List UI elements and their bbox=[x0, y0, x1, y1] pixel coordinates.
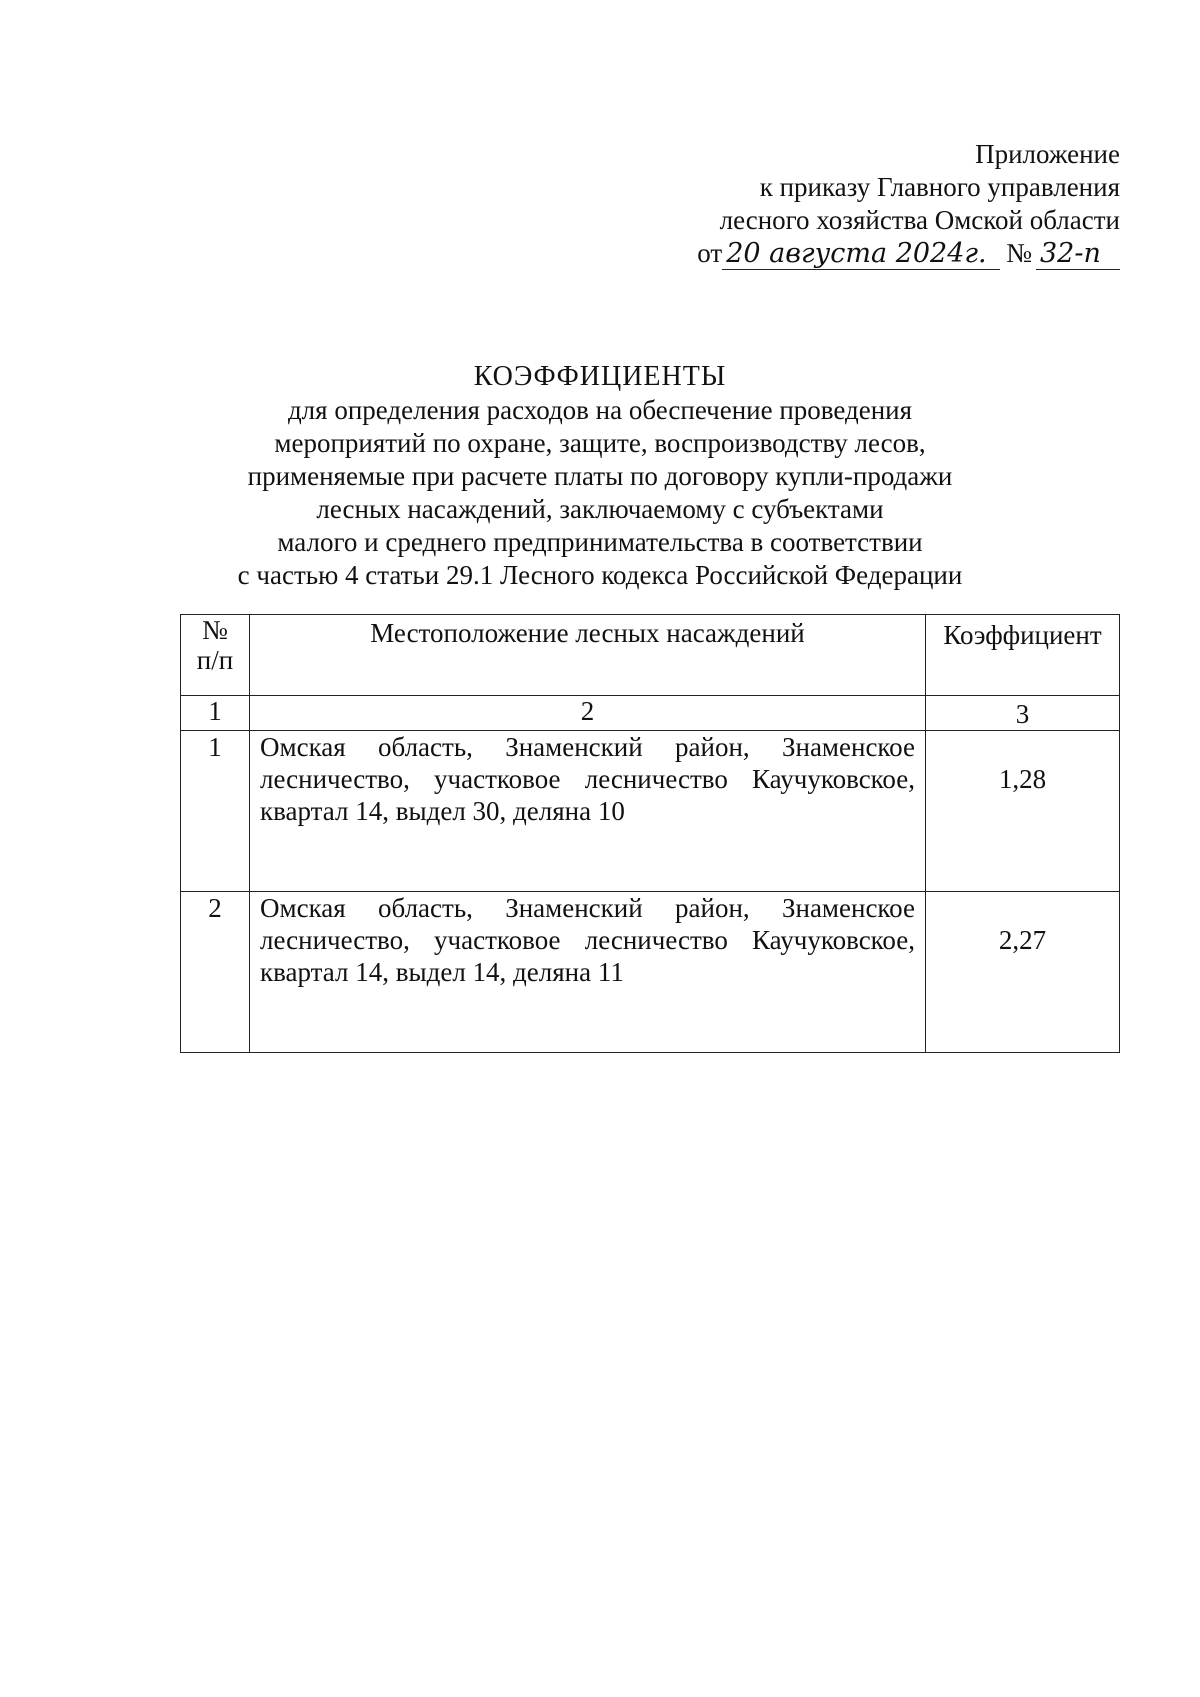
from-label: от bbox=[697, 238, 723, 268]
appendix-order-ref: к приказу Главного управления bbox=[759, 172, 1120, 202]
header-num-cell bbox=[181, 615, 250, 696]
subtitle-line-6: с частью 4 статьи 29.1 Лесного кодекса Российской Федерации bbox=[237, 560, 963, 590]
subtitle-line-1: для определения расходов на обеспечение проведения bbox=[287, 395, 913, 425]
appendix-block bbox=[560, 138, 1120, 270]
row-number: 2 bbox=[181, 892, 250, 1053]
appendix-authority: лесного хозяйства Омской области bbox=[719, 205, 1120, 235]
column-number-row bbox=[181, 696, 1120, 731]
row-location: Омская область, Знаменский район, Знаменское лесничество, участковое лесничество Каучуковское, квартал 14, выдел 30, деляна 10 bbox=[250, 731, 926, 892]
column-number-2: 2 bbox=[250, 696, 926, 731]
header-num-pp: п/п bbox=[196, 645, 234, 675]
table-header-row bbox=[181, 615, 1120, 696]
appendix-title: Приложение bbox=[975, 139, 1120, 169]
header-coefficient-cell: Коэффициент bbox=[926, 615, 1120, 696]
row-coefficient: 2,27 bbox=[926, 892, 1120, 1053]
column-number-1: 1 bbox=[181, 696, 250, 731]
coefficients-table bbox=[180, 614, 1120, 1053]
document-heading: КОЭФФИЦИЕНТЫ bbox=[473, 361, 727, 392]
handwritten-date: 20 августа 2024г. bbox=[722, 239, 1000, 270]
subtitle-line-5: малого и среднего предпринимательства в соответствии bbox=[277, 527, 923, 557]
header-location-cell: Местоположение лесных насаждений bbox=[250, 615, 926, 696]
row-coefficient: 1,28 bbox=[926, 731, 1120, 892]
column-number-3: 3 bbox=[926, 696, 1120, 731]
order-date-number-line bbox=[560, 237, 1120, 270]
table-row bbox=[181, 731, 1120, 892]
table-row bbox=[181, 892, 1120, 1053]
subtitle-line-4: лесных насаждений, заключаемому с субъектами bbox=[316, 494, 884, 524]
number-label: № bbox=[1006, 238, 1032, 268]
row-location: Омская область, Знаменский район, Знаменское лесничество, участковое лесничество Каучуковское, квартал 14, выдел 14, деляна 11 bbox=[250, 892, 926, 1053]
header-num-sign: № bbox=[202, 615, 228, 645]
subtitle-line-2: мероприятий по охране, защите, воспроизводству лесов, bbox=[274, 428, 926, 458]
row-number: 1 bbox=[181, 731, 250, 892]
document-title-block bbox=[150, 360, 1050, 592]
handwritten-order-number: 32-п bbox=[1036, 239, 1120, 270]
subtitle-line-3: применяемые при расчете платы по договору купли-продажи bbox=[247, 461, 953, 491]
